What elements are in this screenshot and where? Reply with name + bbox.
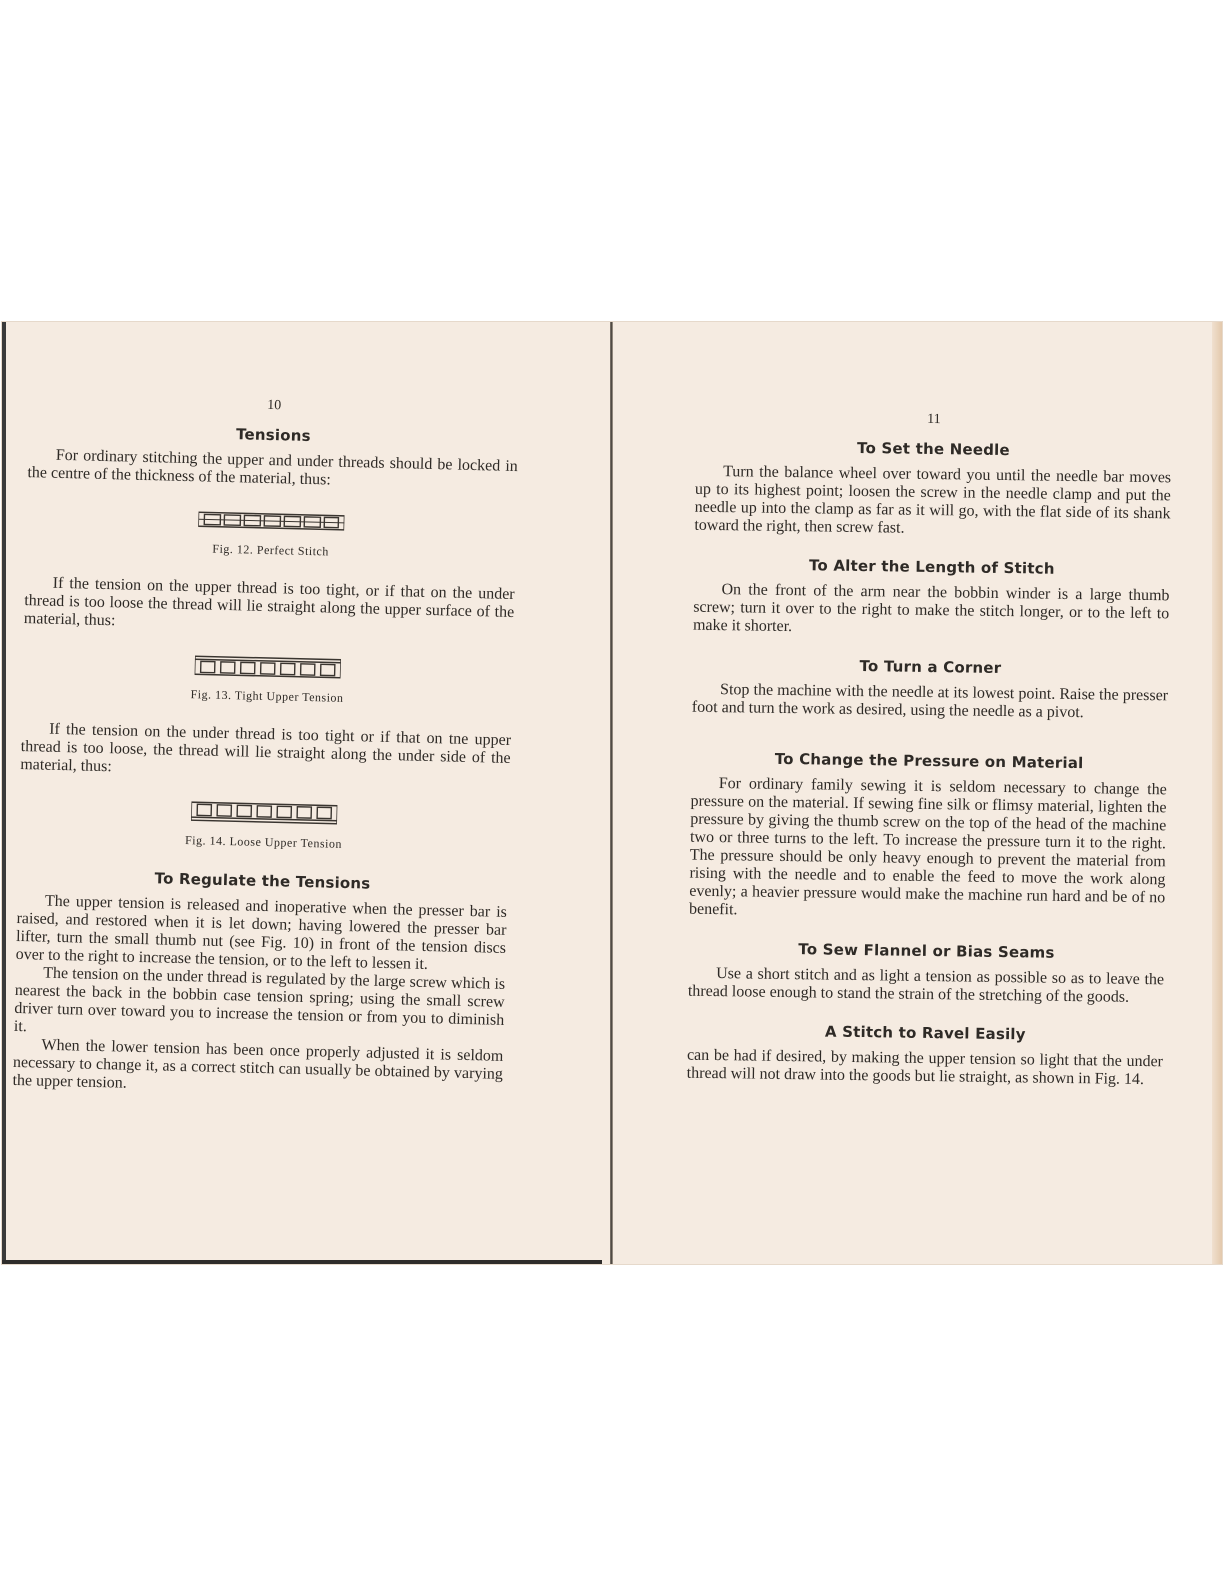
figure-12 [26,504,517,543]
page-number: 11 [927,411,941,428]
section-heading-needle: To Set the Needle [856,438,1010,460]
paragraph: When the lower tension has been once properly adjusted it is seldom necessary to change it, as a correct stitch can usually be obtained by varying the upper tension. [12,1036,504,1092]
section-heading-flannel: To Sew Flannel or Bias Seams [798,940,1055,962]
section-heading-length: To Alter the Length of Stitch [808,556,1055,578]
book-spine [610,322,613,1264]
section-heading-tensions: Tensions [235,425,311,445]
figure-caption: Fig. 12. Perfect Stitch [212,541,330,559]
page-edge-right [1212,322,1222,1264]
paragraph: Turn the balance wheel over toward you until the needle bar moves up to its highest point; loosen the screw in the needle clamp and put the needle up into the clamp as far as it will go, with the flat side of its shank toward the right, then screw fast. [694,463,1172,537]
figure-13 [22,650,513,689]
paragraph: For ordinary stitching the upper and under threads should be locked in the centre of the thickness of the material, thus: [27,446,518,489]
figure-caption: Fig. 13. Tight Upper Tension [190,687,344,705]
perfect-stitch-illustration [198,508,344,534]
section-heading-regulate: To Regulate the Tensions [154,869,371,893]
loose-upper-tension-illustration [191,800,337,826]
paragraph: Use a short stitch and as light a tension as possible so as to leave the thread loose enough to stand the strain of the stretching of the goods. [687,965,1165,1006]
book-spread [2,322,1222,1264]
paragraph: The upper tension is released and inoperative when the presser bar is raised, and restored when it is let down; having lowered the presser bar lifter, turn the small thumb nut (see Fig. 10) in front of the tension discs over to the right to increase the tension, or to the left to lessen it. [15,892,508,974]
figure-caption: Fig. 14. Loose Upper Tension [184,833,343,851]
section-heading-corner: To Turn a Corner [859,657,1002,677]
page-number: 10 [266,397,282,414]
right-page [684,319,1173,1268]
paragraph: On the front of the arm near the bobbin winder is a large thumb screw; turn it over to the right to make the stitch longer, or to the left to make it shorter. [692,581,1170,636]
paragraph: The tension on the under thread is regulated by the large screw which is nearest the back in the bobbin case tension spring; using the small screw driver turn over toward you to increase the tension or from you to diminish it. [13,964,506,1036]
paragraph: can be had if desired, by making the upper tension so light that the under thread will not draw into the goods but lie straight, as shown in Fig. 14. [686,1046,1164,1089]
paragraph: Stop the machine with the needle at its lowest point. Raise the presser foot and turn the work as desired, using the needle as a pivot. [691,681,1169,722]
paragraph: If the tension on the upper thread is too tight, or if that on the under thread is too loose the thread will lie straight along the upper surface of the material, thus: [23,574,515,630]
section-heading-ravel: A Stitch to Ravel Easily [824,1022,1026,1044]
tight-upper-tension-illustration [195,654,341,680]
figure-14 [19,796,510,835]
section-heading-pressure: To Change the Pressure on Material [774,749,1084,773]
paragraph: For ordinary family sewing it is seldom necessary to change the pressure on the material. If sewing fine silk or flimsy material, lighten the pressure by giving the thumb screw on the top of the head of the machine two or three turns to the left. To increase the pressure turn it to the right. The pressure should be only heavy enough to prevent the material from rising with the needle and to enable the feed to move the work along evenly; a heavier pressure would make the machine run hard and be of no benefit. [688,775,1167,919]
left-page [8,316,521,1270]
paragraph: If the tension on the under thread is too tight or if that on tne upper thread is too loose, the thread will lie straight along the under side of the material, thus: [20,720,512,776]
